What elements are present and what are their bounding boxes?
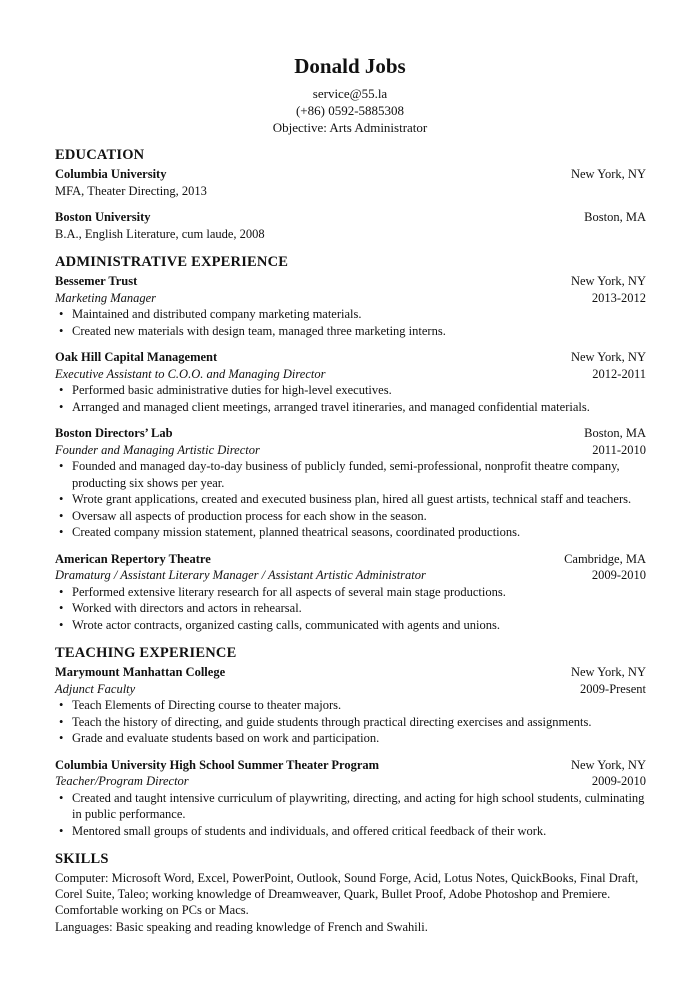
duty-list <box>55 697 646 747</box>
duty-item: • Teach the history of directing, and guide students through practical directing exercises and assignments. <box>59 714 592 729</box>
duty-item: • Mentored small groups of students and individuals, and offered critical feedback of their work. <box>59 823 547 838</box>
duty-item: • Created and taught intensive curriculum of playwriting, directing, and acting for high school students, culminating in public performance. <box>59 790 645 821</box>
employer-name: Marymount Manhattan College <box>55 665 226 679</box>
candidate-name: Donald Jobs <box>294 54 406 78</box>
education-entry <box>55 209 646 242</box>
duty-item: • Maintained and distributed company marketing materials. <box>59 307 362 321</box>
employer-name: Boston Directors’ Lab <box>55 426 173 440</box>
bullet-icon: • <box>59 492 64 506</box>
job-title: Teacher/Program Director <box>55 774 189 788</box>
location: New York, NY <box>570 757 646 772</box>
job-title: Founder and Managing Artistic Director <box>55 442 260 457</box>
objective: Objective: Arts Administrator <box>272 120 428 135</box>
duty-item: • Performed extensive literary research for all aspects of several main stage productions. <box>59 584 506 599</box>
section-title-administrative: ADMINISTRATIVE EXPERIENCE <box>55 254 289 270</box>
duty-list <box>55 306 646 339</box>
teaching-experience-section <box>55 644 646 839</box>
job-entry <box>55 664 646 747</box>
administrative-experience-section <box>55 253 646 633</box>
job-title: Dramaturg / Assistant Literary Manager / Assistant Artistic Administrator <box>55 568 426 582</box>
computer-skills: Computer: Microsoft Word, Excel, PowerPoint, Outlook, Sound Forge, Acid, Lotus Notes, QuickBooks, Final Draft, Corel Suite, Taleo; working knowledge of Dreamweaver, Quark, Bullet Proof, Adobe Photoshop and Premiere. Comfortable working on PCs or Macs. <box>55 871 639 917</box>
job-entry <box>55 349 646 415</box>
job-entry <box>55 757 646 840</box>
employer-name: Oak Hill Capital Management <box>55 350 218 364</box>
bullet-icon: • <box>59 584 64 599</box>
bullet-icon: • <box>59 383 64 397</box>
bullet-icon: • <box>59 617 64 632</box>
bullet-icon: • <box>59 714 64 729</box>
duty-item: • Wrote actor contracts, organized casting calls, communicated with agents and unions. <box>59 617 500 632</box>
institution-name: Boston University <box>55 210 151 224</box>
job-entry <box>55 551 646 634</box>
bullet-icon: • <box>59 790 64 805</box>
bullet-icon: • <box>59 508 64 523</box>
bullet-icon: • <box>59 307 64 321</box>
location: Boston, MA <box>584 210 646 224</box>
duty-item: • Created new materials with design team, managed three marketing interns. <box>59 323 446 338</box>
job-entry <box>55 425 646 541</box>
bullet-icon: • <box>59 525 64 539</box>
resume-header <box>0 53 700 136</box>
skills-section <box>55 850 646 935</box>
bullet-icon: • <box>59 698 64 712</box>
bullet-icon: • <box>59 399 64 414</box>
employer-name: American Repertory Theatre <box>55 551 211 566</box>
education-entry <box>55 166 646 199</box>
bullet-icon: • <box>59 731 64 745</box>
duty-list <box>55 584 646 634</box>
date-range: 2009-Present <box>580 681 646 696</box>
duty-list <box>55 790 646 840</box>
location: Boston, MA <box>584 426 646 440</box>
duty-item: • Wrote grant applications, created and executed business plan, hired all guest artists, technical staff and teachers. <box>59 492 632 506</box>
job-title: Executive Assistant to C.O.O. and Managing Director <box>55 366 326 381</box>
section-title-education: EDUCATION <box>55 147 145 163</box>
section-title-teaching: TEACHING EXPERIENCE <box>55 645 237 661</box>
date-range: 2011-2010 <box>592 442 646 457</box>
location: New York, NY <box>570 665 646 679</box>
duty-list <box>55 382 646 415</box>
bullet-icon: • <box>59 459 64 473</box>
location: New York, NY <box>570 350 646 364</box>
duty-item: • Arranged and managed client meetings, arranged travel itineraries, and managed confidential materials. <box>59 399 590 414</box>
date-range: 2009-2010 <box>591 568 646 582</box>
phone-number: (+86) 0592-5885308 <box>295 103 405 118</box>
bullet-icon: • <box>59 323 64 338</box>
language-skills: Languages: Basic speaking and reading knowledge of French and Swahili. <box>55 920 428 934</box>
degree: B.A., English Literature, cum laude, 2008 <box>55 226 265 241</box>
employer-name: Columbia University High School Summer Theater Program <box>55 757 380 772</box>
duty-item: • Worked with directors and actors in rehearsal. <box>59 601 302 615</box>
duty-item: • Teach Elements of Directing course to theater majors. <box>59 698 342 712</box>
job-title: Marketing Manager <box>55 290 157 305</box>
institution-name: Columbia University <box>55 167 167 181</box>
education-section <box>55 146 646 242</box>
location: New York, NY <box>570 274 646 288</box>
duty-item: • Performed basic administrative duties for high-level executives. <box>59 383 392 397</box>
duty-item: • Oversaw all aspects of production process for each show in the season. <box>59 508 427 523</box>
date-range: 2012-2011 <box>592 366 646 381</box>
email-address: service@55.la <box>312 86 388 101</box>
bullet-icon: • <box>59 823 64 838</box>
date-range: 2009-2010 <box>591 774 646 788</box>
duty-item: • Created company mission statement, planned theatrical seasons, coordinated productions. <box>59 525 521 539</box>
duty-list <box>55 458 646 541</box>
duty-item: • Founded and managed day-to-day business of publicly funded, semi-professional, nonprofit theatre company, producting six shows per year. <box>59 459 620 490</box>
section-title-skills: SKILLS <box>55 851 109 867</box>
resume-body <box>55 146 646 946</box>
degree: MFA, Theater Directing, 2013 <box>55 183 207 198</box>
bullet-icon: • <box>59 601 64 615</box>
date-range: 2013-2012 <box>591 290 646 305</box>
job-title: Adjunct Faculty <box>55 681 136 696</box>
location: New York, NY <box>570 167 646 181</box>
duty-item: • Grade and evaluate students based on work and participation. <box>59 731 380 745</box>
job-entry <box>55 273 646 339</box>
location: Cambridge, MA <box>564 551 646 566</box>
employer-name: Bessemer Trust <box>55 274 138 288</box>
